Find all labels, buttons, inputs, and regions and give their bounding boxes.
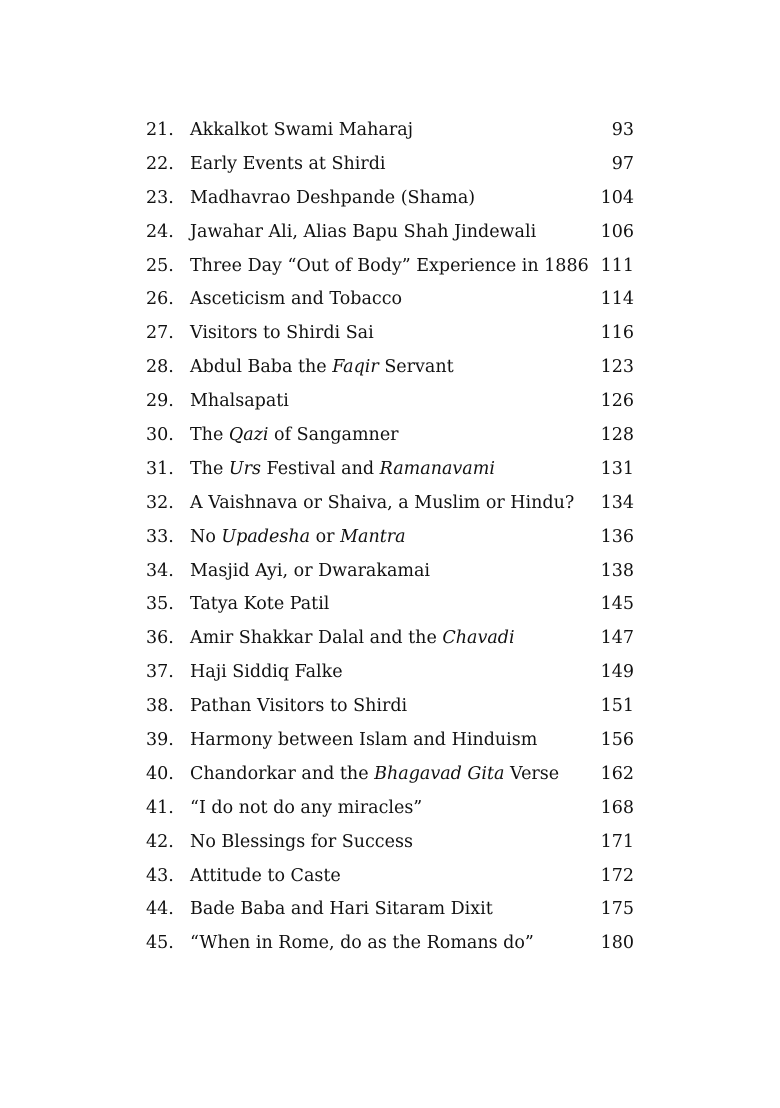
chapter-title-italic-segment: Bhagavad Gita <box>374 763 505 784</box>
page-number: 149 <box>600 662 634 683</box>
chapter-number: 34. <box>146 560 174 581</box>
chapter-title <box>190 250 589 284</box>
chapter-title-segment: Jawahar Ali, Alias Bapu Shah Jindewali <box>190 221 537 242</box>
chapter-number: 40. <box>146 763 174 784</box>
chapter-title <box>190 351 454 385</box>
chapter-title <box>190 216 536 250</box>
chapter-title <box>190 724 537 758</box>
chapter-number: 31. <box>146 458 174 479</box>
chapter-title <box>190 860 341 894</box>
page-number: 134 <box>600 492 634 513</box>
chapter-title-italic-segment: Upadesha <box>221 526 311 547</box>
chapter-title <box>190 487 574 521</box>
chapter-number: 28. <box>146 357 174 378</box>
page-number: 93 <box>611 120 634 140</box>
toc-entry <box>0 351 780 385</box>
toc-entry <box>0 622 780 656</box>
chapter-title-italic-segment: Faqir <box>332 357 379 378</box>
table-of-contents <box>0 114 780 961</box>
chapter-title-segment: Visitors to Shirdi Sai <box>190 323 374 344</box>
chapter-title <box>190 588 329 622</box>
chapter-title <box>190 893 493 927</box>
toc-entry <box>0 927 780 961</box>
toc-entry <box>0 250 780 284</box>
chapter-title <box>190 419 399 453</box>
chapter-title-segment: No Blessings for Success <box>190 831 413 852</box>
chapter-title-segment: Harmony between Islam and Hinduism <box>190 730 538 751</box>
toc-entry <box>0 114 780 148</box>
chapter-title-segment: Abdul Baba the <box>190 357 333 378</box>
chapter-title-italic-segment: Ramanavami <box>379 458 495 479</box>
toc-entry <box>0 419 780 453</box>
page-number: 171 <box>600 831 634 852</box>
chapter-title-segment: Early Events at Shirdi <box>190 153 386 174</box>
page-number: 116 <box>600 323 634 344</box>
chapter-title-segment: Servant <box>378 357 454 378</box>
toc-entry <box>0 690 780 724</box>
chapter-title-segment: “I do not do any miracles” <box>190 797 423 818</box>
chapter-number: 26. <box>146 289 174 310</box>
toc-entry <box>0 758 780 792</box>
chapter-title <box>190 826 413 860</box>
chapter-number: 32. <box>146 492 174 513</box>
page-number: 145 <box>600 594 634 615</box>
chapter-title <box>190 792 422 826</box>
chapter-title-segment: Mhalsapati <box>190 391 289 412</box>
page-number: 151 <box>600 696 634 717</box>
toc-entry <box>0 385 780 419</box>
chapter-number: 45. <box>146 933 174 954</box>
chapter-number: 27. <box>146 323 174 344</box>
chapter-number: 41. <box>146 797 174 818</box>
chapter-title-segment: Amir Shakkar Dalal and the <box>190 628 443 649</box>
chapter-number: 30. <box>146 425 174 446</box>
page-number: 175 <box>600 899 634 920</box>
toc-entry <box>0 860 780 894</box>
toc-entry <box>0 893 780 927</box>
chapter-number: 43. <box>146 865 174 886</box>
chapter-number: 38. <box>146 696 174 717</box>
chapter-title-segment: A Vaishnava or Shaiva, a Muslim or Hindu? <box>190 492 575 513</box>
toc-entry <box>0 453 780 487</box>
chapter-title-segment: Festival and <box>260 458 380 479</box>
chapter-number: 44. <box>146 899 174 920</box>
page-number: 104 <box>600 187 634 208</box>
chapter-title-segment: Akkalkot Swami Maharaj <box>190 120 414 140</box>
toc-entry <box>0 521 780 555</box>
page-number: 97 <box>611 153 634 174</box>
chapter-title <box>190 656 343 690</box>
chapter-title-segment: Madhavrao Deshpande (Shama) <box>190 187 476 208</box>
chapter-number: 36. <box>146 628 174 649</box>
chapter-title-segment: Masjid Ayi, or Dwarakamai <box>190 560 431 581</box>
chapter-number: 37. <box>146 662 174 683</box>
toc-entry <box>0 148 780 182</box>
chapter-title-segment: No <box>190 526 222 547</box>
chapter-title <box>190 690 407 724</box>
page-number: 172 <box>600 865 634 886</box>
chapter-title-segment: “When in Rome, do as the Romans do” <box>190 933 534 954</box>
page-number: 136 <box>600 526 634 547</box>
page-number: 147 <box>600 628 634 649</box>
chapter-title-italic-segment: Qazi <box>228 425 269 446</box>
toc-entry <box>0 792 780 826</box>
chapter-number: 21. <box>146 120 174 140</box>
chapter-title-segment: Chandorkar and the <box>190 763 375 784</box>
toc-entry <box>0 487 780 521</box>
page-number: 123 <box>600 357 634 378</box>
toc-entry <box>0 182 780 216</box>
toc-entry <box>0 283 780 317</box>
chapter-title <box>190 622 515 656</box>
chapter-title-segment: Tatya Kote Patil <box>190 594 330 615</box>
toc-entry <box>0 216 780 250</box>
chapter-title-italic-segment: Urs <box>228 458 261 479</box>
chapter-title <box>190 927 534 961</box>
chapter-number: 39. <box>146 730 174 751</box>
chapter-title-segment: Verse <box>504 763 560 784</box>
chapter-title-segment: The <box>190 458 229 479</box>
toc-entry <box>0 317 780 351</box>
chapter-title <box>190 114 413 148</box>
chapter-title-segment: Three Day “Out of Body” Experience in 1886 <box>190 255 589 276</box>
chapter-title <box>190 317 374 351</box>
chapter-title-italic-segment: Chavadi <box>442 628 515 649</box>
chapter-number: 22. <box>146 153 174 174</box>
page-number: 156 <box>600 730 634 751</box>
chapter-number: 33. <box>146 526 174 547</box>
chapter-title <box>190 385 289 419</box>
chapter-title <box>190 148 386 182</box>
chapter-title-segment: Haji Siddiq Falke <box>190 662 343 683</box>
page-number: 180 <box>600 933 634 954</box>
toc-entry <box>0 826 780 860</box>
page-number: 128 <box>600 425 634 446</box>
page-number: 168 <box>600 797 634 818</box>
chapter-title-italic-segment: Mantra <box>340 526 406 547</box>
toc-entry <box>0 656 780 690</box>
chapter-title-segment: Bade Baba and Hari Sitaram Dixit <box>190 899 493 920</box>
toc-entry <box>0 555 780 589</box>
toc-entry <box>0 588 780 622</box>
chapter-title-segment: Pathan Visitors to Shirdi <box>190 696 408 717</box>
chapter-number: 25. <box>146 255 174 276</box>
chapter-title-segment: Asceticism and Tobacco <box>190 289 403 310</box>
chapter-number: 23. <box>146 187 174 208</box>
chapter-title <box>190 758 559 792</box>
chapter-title <box>190 521 406 555</box>
chapter-title-segment: or <box>310 526 341 547</box>
chapter-title <box>190 283 402 317</box>
page-number: 131 <box>600 458 634 479</box>
page-number: 138 <box>600 560 634 581</box>
chapter-number: 35. <box>146 594 174 615</box>
page-number: 114 <box>600 289 634 310</box>
chapter-number: 24. <box>146 221 174 242</box>
page-number: 126 <box>600 391 634 412</box>
chapter-title-segment: Attitude to Caste <box>190 865 341 886</box>
toc-entry <box>0 724 780 758</box>
chapter-number: 42. <box>146 831 174 852</box>
chapter-title-segment: The <box>190 425 229 446</box>
page-number: 106 <box>600 221 634 242</box>
chapter-title-segment: of Sangamner <box>268 425 399 446</box>
page-number: 162 <box>600 763 634 784</box>
chapter-title <box>190 453 495 487</box>
chapter-number: 29. <box>146 391 174 412</box>
chapter-title <box>190 555 430 589</box>
page-number: 111 <box>600 255 634 276</box>
chapter-title <box>190 182 475 216</box>
